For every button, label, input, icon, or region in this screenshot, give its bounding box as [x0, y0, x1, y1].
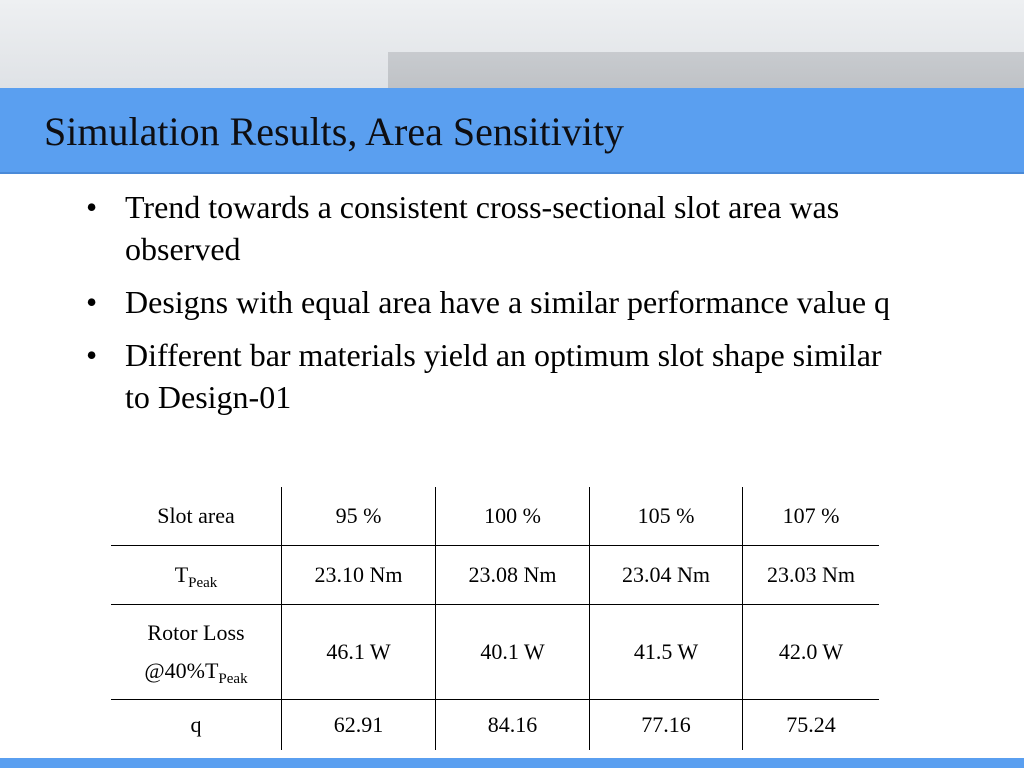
- rotor-loss-cell: 40.1 W: [436, 605, 590, 700]
- results-table: [111, 487, 879, 750]
- bullet-item: [86, 281, 906, 323]
- tpeak-label-sub: Peak: [188, 575, 218, 591]
- bullet-item: [86, 186, 906, 270]
- bullet-icon: •: [86, 189, 98, 225]
- row-label-q: q: [111, 700, 282, 751]
- bullet-icon: •: [86, 284, 98, 320]
- bullet-text: Trend towards a consistent cross-sectional slot area was observed: [125, 189, 840, 267]
- tpeak-label-main: T: [174, 562, 189, 587]
- slide-title: Simulation Results, Area Sensitivity: [44, 109, 624, 154]
- footer-bar: [0, 758, 1024, 768]
- q-cell: 84.16: [436, 700, 590, 751]
- bullet-item: [86, 334, 906, 418]
- bullet-icon: •: [86, 337, 98, 373]
- slot-area-cell: 105 %: [590, 487, 743, 546]
- bullet-text: Different bar materials yield an optimum slot shape similar to Design-01: [125, 337, 882, 415]
- rotor-loss-label-line1: Rotor Loss: [147, 620, 245, 645]
- tpeak-cell: 23.04 Nm: [590, 546, 743, 605]
- q-cell: 75.24: [743, 700, 880, 751]
- row-label-tpeak: [111, 546, 282, 605]
- slot-area-cell: 95 %: [282, 487, 436, 546]
- q-cell: 77.16: [590, 700, 743, 751]
- rotor-loss-label-line2-main: @40%T: [144, 658, 219, 683]
- table-row-q: [111, 700, 879, 751]
- tpeak-cell: 23.08 Nm: [436, 546, 590, 605]
- table-row-tpeak: [111, 546, 879, 605]
- rotor-loss-cell: 46.1 W: [282, 605, 436, 700]
- table-row-slot-area: [111, 487, 879, 546]
- rotor-loss-cell: 41.5 W: [590, 605, 743, 700]
- rotor-loss-cell: 42.0 W: [743, 605, 880, 700]
- slot-area-cell: 107 %: [743, 487, 880, 546]
- bullet-text: Designs with equal area have a similar performance value q: [125, 284, 891, 320]
- header-band-accent: [388, 52, 1024, 88]
- bullet-list: [86, 186, 906, 429]
- tpeak-cell: 23.03 Nm: [743, 546, 880, 605]
- rotor-loss-label-line2-sub: Peak: [218, 671, 248, 687]
- q-cell: 62.91: [282, 700, 436, 751]
- table-row-rotor-loss: [111, 605, 879, 700]
- slot-area-cell: 100 %: [436, 487, 590, 546]
- results-table-container: [111, 487, 879, 750]
- row-label-slot-area: Slot area: [157, 503, 235, 528]
- row-label-rotor-loss: [111, 605, 282, 700]
- tpeak-cell: 23.10 Nm: [282, 546, 436, 605]
